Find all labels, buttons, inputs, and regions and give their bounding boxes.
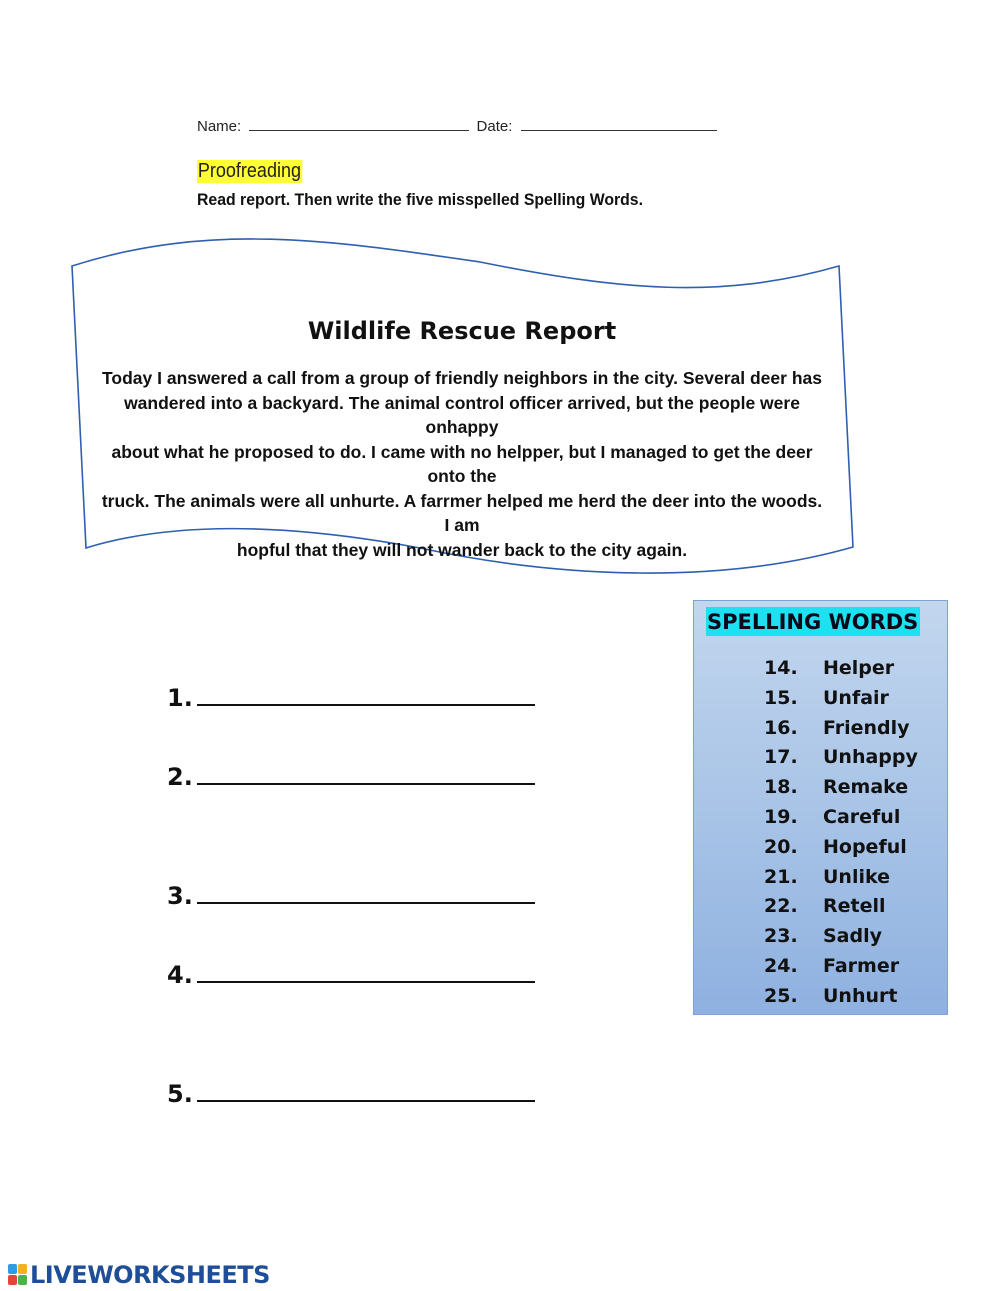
spelling-word-number: 14. — [764, 657, 798, 679]
liveworksheets-logo-icon — [8, 1264, 28, 1286]
spelling-word-number: 18. — [764, 776, 798, 799]
spelling-word-number: 21. — [764, 865, 798, 888]
report-line: Today I answered a call from a group of friendly neighbors in the city. Several deer has — [102, 368, 822, 388]
answer-input-1[interactable] — [197, 684, 535, 706]
answer-row-4 — [167, 961, 535, 989]
spelling-word-number: 15. — [764, 686, 798, 709]
liveworksheets-logo[interactable] — [8, 1261, 270, 1287]
report-body — [100, 366, 824, 562]
spelling-word-number: 25. — [764, 984, 798, 1007]
spelling-word: Sadly — [823, 925, 883, 948]
answer-row-1 — [167, 684, 535, 712]
spelling-words-title: SPELLING WORDS — [706, 607, 920, 636]
spelling-word-item — [764, 925, 918, 955]
report-line: about what he proposed to do. I came with no helpper, but I managed to get the deer onto the — [111, 441, 813, 486]
spelling-words-box — [693, 600, 948, 1015]
answer-input-5[interactable] — [197, 1080, 535, 1102]
spelling-word-item — [764, 687, 918, 717]
answer-number: 2. — [167, 763, 193, 791]
report-line: wandered into a backyard. The animal control officer arrived, but the people were onhappy — [124, 392, 800, 437]
spelling-word: Unhappy — [823, 746, 918, 769]
spelling-word: Unlike — [823, 865, 890, 888]
answer-number: 3. — [167, 882, 193, 910]
spelling-word: Hopeful — [823, 835, 907, 858]
spelling-word-number: 17. — [764, 746, 798, 769]
spelling-word-item — [764, 717, 918, 747]
section-label-proofreading: Proofreading — [197, 160, 301, 182]
spelling-word-number: 22. — [764, 895, 798, 918]
date-label: Date: — [476, 118, 513, 135]
spelling-word-item — [764, 866, 918, 896]
spelling-word: Retell — [823, 895, 886, 918]
answer-row-5 — [167, 1080, 535, 1108]
spelling-word-number: 16. — [764, 716, 798, 739]
report-line: truck. The animals were all unhurte. A farrmer helped me herd the deer into the woods. I am — [101, 490, 823, 535]
spelling-word-number: 20. — [764, 835, 798, 858]
spelling-word-number: 19. — [764, 805, 798, 828]
spelling-word: Unhurt — [823, 984, 898, 1007]
name-label: Name: — [197, 118, 242, 135]
spelling-word: Remake — [823, 776, 909, 799]
answer-row-3 — [167, 882, 535, 910]
spelling-word-item — [764, 776, 918, 806]
spelling-word-item — [764, 657, 918, 687]
report-line: hopful that they will not wander back to the city again. — [236, 539, 688, 560]
spelling-word-number: 23. — [764, 925, 798, 948]
spelling-word: Unfair — [823, 686, 889, 709]
logo-text: LIVEWORKSHEETS — [30, 1261, 270, 1289]
spelling-word: Careful — [823, 805, 901, 828]
spelling-word-item — [764, 985, 918, 1015]
answer-input-3[interactable] — [197, 882, 535, 904]
answer-input-4[interactable] — [197, 961, 535, 983]
answer-number: 4. — [167, 961, 193, 989]
spelling-word-item — [764, 895, 918, 925]
instructions-text: Read report. Then write the five misspelled Spelling Words. — [197, 190, 643, 209]
spelling-word: Friendly — [823, 716, 910, 739]
spelling-word: Farmer — [823, 954, 900, 977]
spelling-word-list — [764, 657, 918, 1015]
spelling-word-item — [764, 955, 918, 985]
answer-number: 1. — [167, 684, 193, 712]
answer-input-2[interactable] — [197, 763, 535, 785]
spelling-word-item — [764, 836, 918, 866]
answer-row-2 — [167, 763, 535, 791]
answer-number: 5. — [167, 1080, 193, 1108]
spelling-word-item — [764, 746, 918, 776]
spelling-word: Helper — [823, 657, 895, 679]
spelling-word-item — [764, 806, 918, 836]
spelling-word-number: 24. — [764, 954, 798, 977]
report-title: Wildlife Rescue Report — [307, 317, 617, 345]
